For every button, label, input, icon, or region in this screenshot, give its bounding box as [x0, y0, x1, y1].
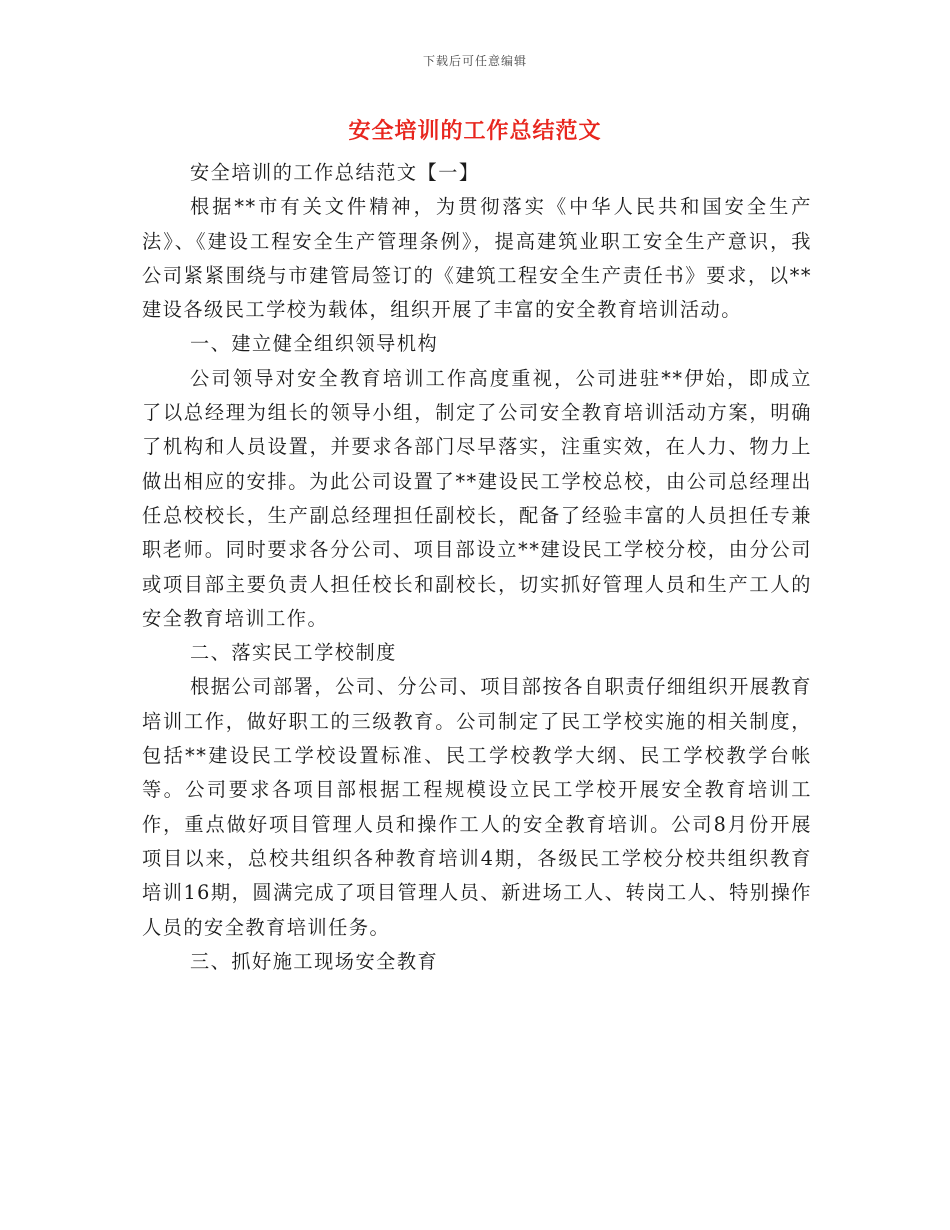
header-note: 下载后可任意编辑 — [422, 54, 527, 68]
paragraph-section-2: 根据公司部署，公司、分公司、项目部按各自职责仔细组织开展教育培训工作，做好职工的三级教育。公司制定了民工学校实施的相关制度，包括**建设民工学校设置标准、民工学校教学大纲、民工学校教学台帐等。公司要求各项目部根据工程规模设立民工学校开展安全教育培训工作，重点做好项目管理人员和操作工人的安全教育培训。公司8月份开展项目以来，总校共组织各种教育培训4期，各级民工学校分校共组织教育培训16期，圆满完成了项目管理人员、新进场工人、转岗工人、特别操作人员的安全教育培训任务。 — [142, 675, 812, 939]
section-heading-1: 一、建立健全组织领导机构 — [190, 332, 439, 356]
section-heading-2: 二、落实民工学校制度 — [190, 641, 397, 665]
document-title: 安全培训的工作总结范文 — [348, 118, 602, 144]
section-heading-3: 三、抓好施工现场安全教育 — [190, 949, 439, 973]
document-body — [142, 156, 812, 979]
paragraph-section-1: 公司领导对安全教育培训工作高度重视，公司进驻**伊始，即成立了以总经理为组长的领导小组，制定了公司安全教育培训活动方案，明确了机构和人员设置，并要求各部门尽早落实，注重实效，在人力、物力上做出相应的安排。为此公司设置了**建设民工学校总校，由公司总经理出任总校校长，生产副总经理担任副校长，配备了经验丰富的人员担任专兼职老师。同时要求各分公司、项目部设立**建设民工学校分校，由分公司或项目部主要负责人担任校长和副校长，切实抓好管理人员和生产工人的安全教育培训工作。 — [142, 366, 812, 630]
document-subtitle: 安全培训的工作总结范文【一】 — [190, 161, 480, 184]
paragraph-intro: 根据**市有关文件精神，为贯彻落实《中华人民共和国安全生产法》、《建设工程安全生产管理条例》，提高建筑业职工安全生产意识，我公司紧紧围绕与市建管局签订的《建筑工程安全生产责任书》要求，以**建设各级民工学校为载体，组织开展了丰富的安全教育培训活动。 — [142, 195, 812, 322]
